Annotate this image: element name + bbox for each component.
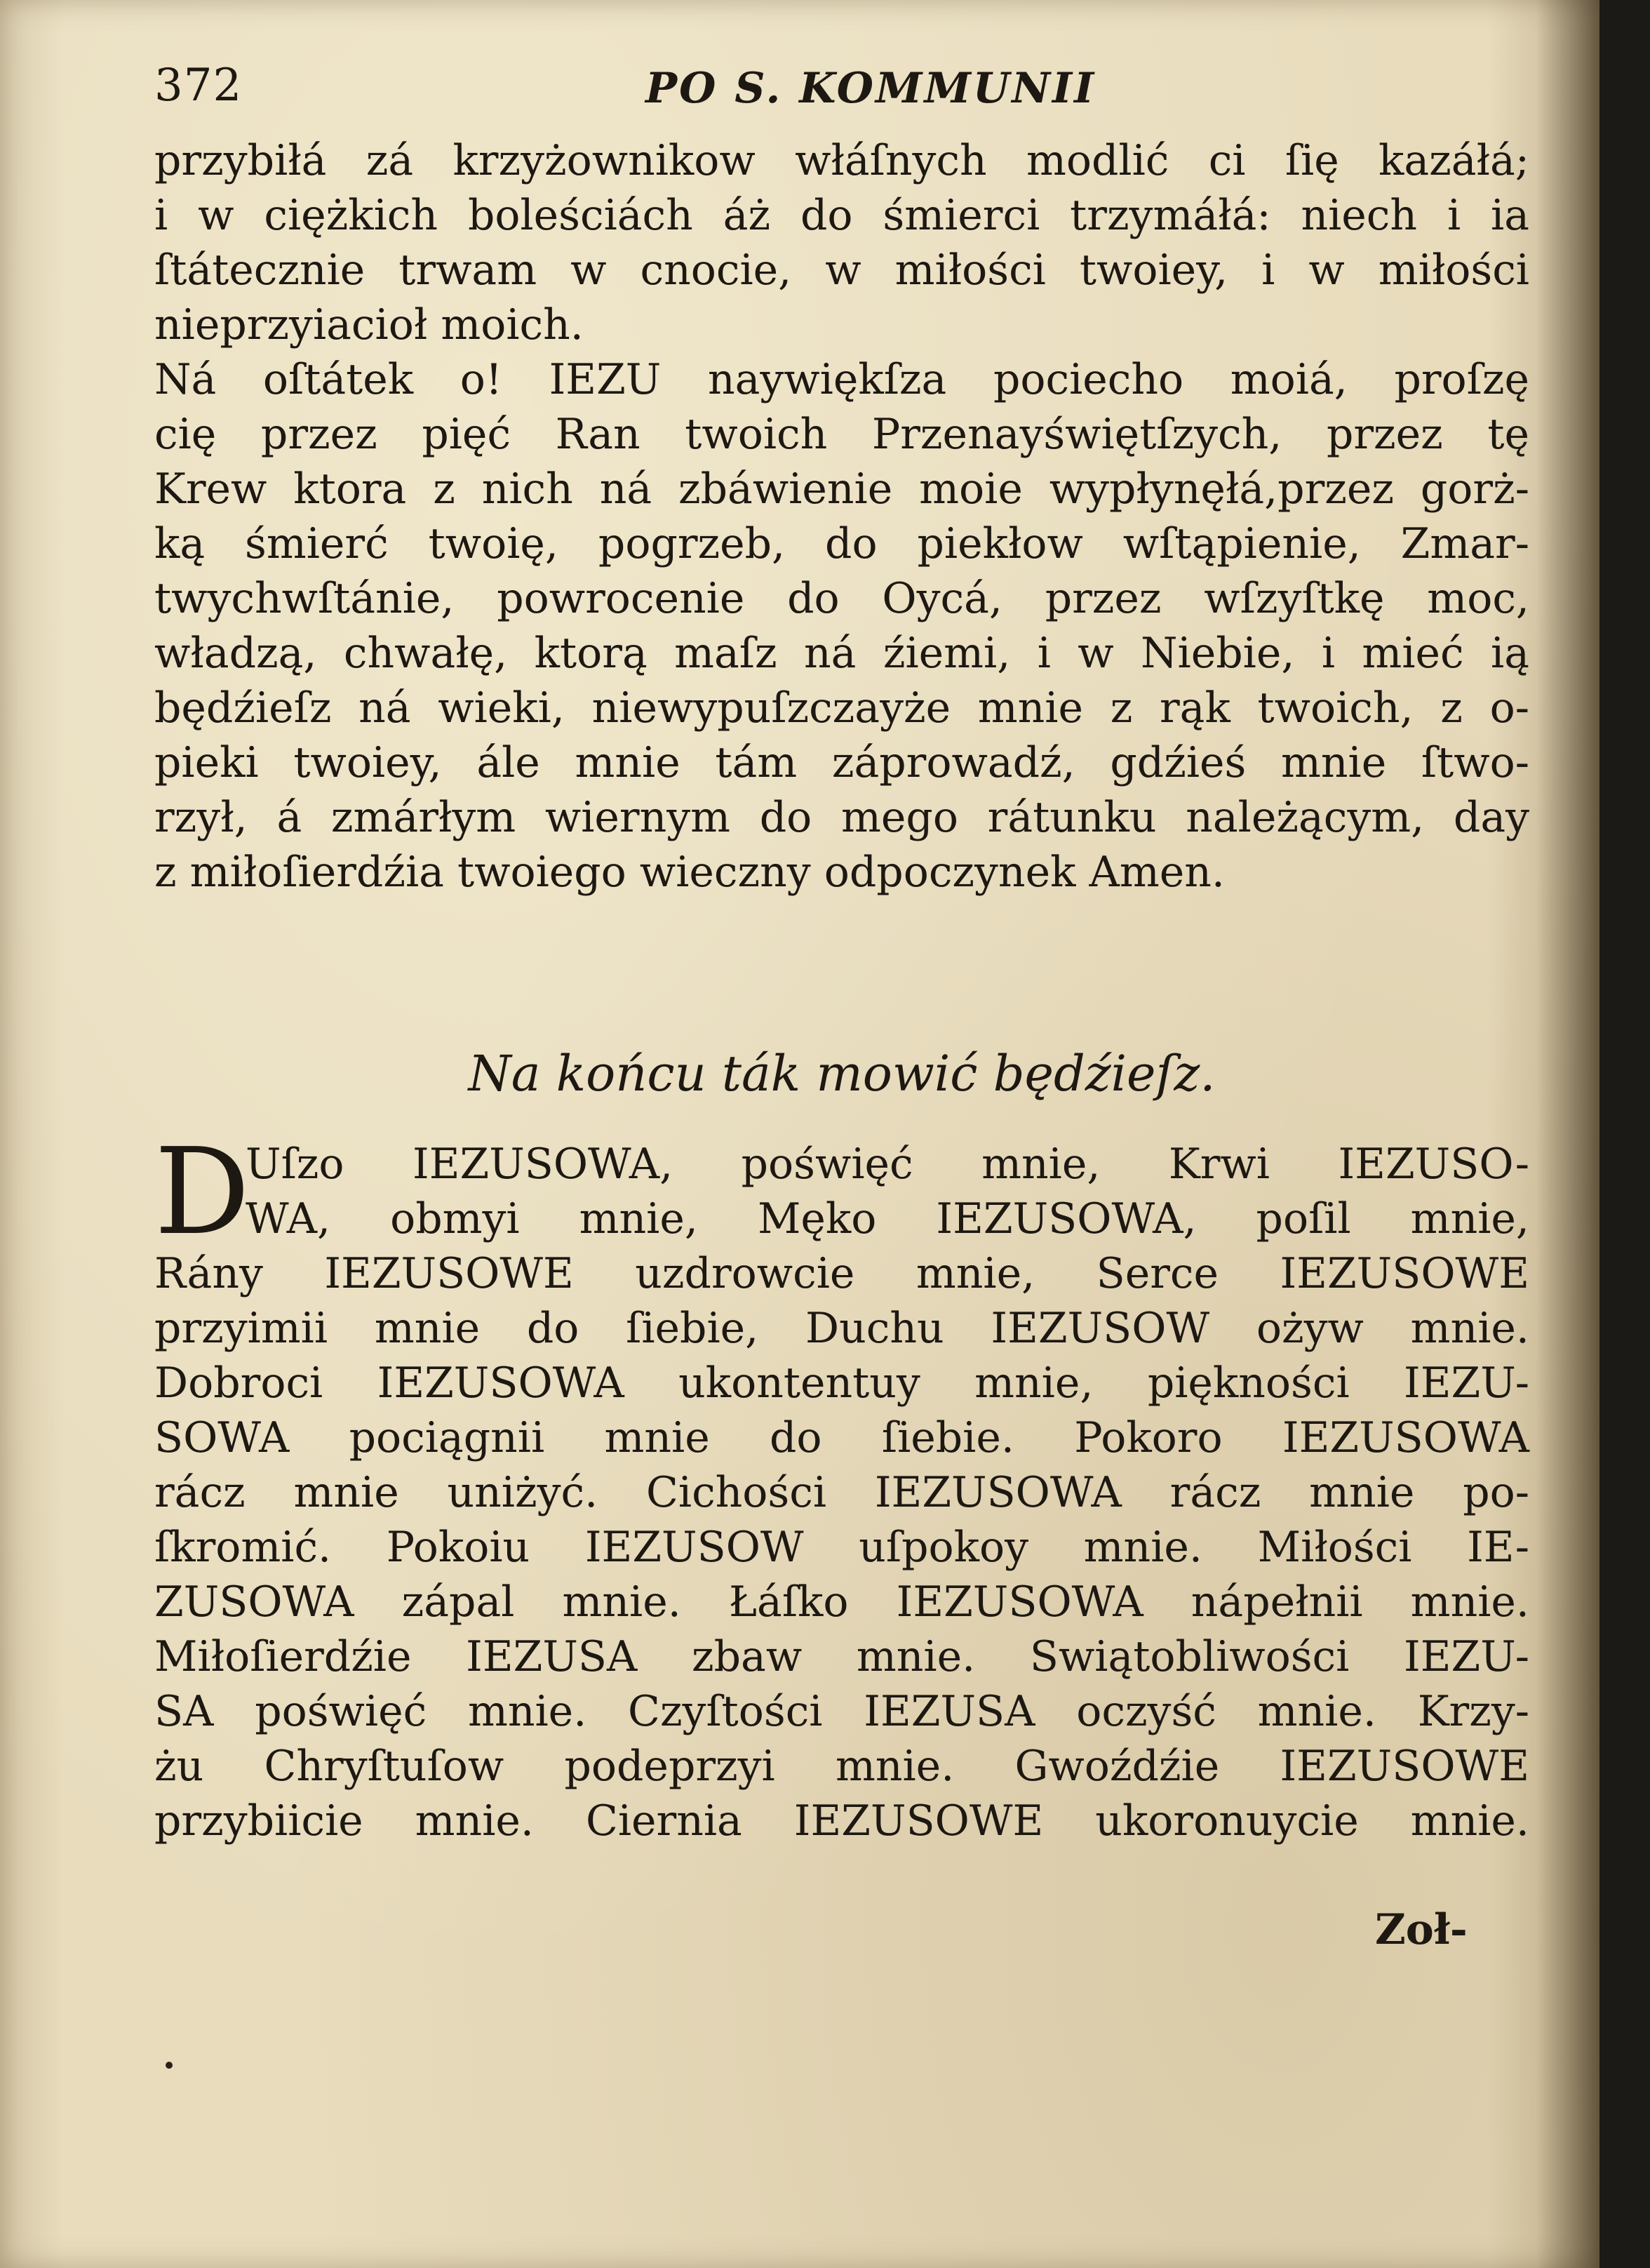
prayer-text [154,1123,1529,1848]
text-line: przyimii mnie do ſiebie, Duchu IEZUSOW ożyw mnie. [154,1304,1529,1353]
running-head: PO S. KOMMUNII [645,64,1096,113]
text-line: przybiicie mnie. Ciernia IEZUSOWE ukoronuycie mnie. [154,1796,1529,1846]
page-number: 372 [154,60,243,112]
text-line: SOWA pociągnii mnie do ſiebie. Pokoro IEZUSOWA [154,1413,1529,1462]
text-line: Krew ktora z nich ná zbáwienie moie wypłynęłá,przez gorż- [154,465,1529,514]
text-line: władzą, chwałę, ktorą maſz ná źiemi, i w Niebie, i mieć ią [154,629,1529,678]
text-line: ſtátecznie trwam w cnocie, w miłości twoiey, i w miłości [154,246,1529,295]
text-line: ZUSOWA zápal mnie. Łáſko IEZUSOWA nápełnii mnie. [154,1577,1529,1627]
drop-capital: D [154,1123,250,1262]
text-line: twychwſtánie, powrocenie do Oycá, przez wſzyſtkę moc, [154,574,1529,623]
text-line: Miłoſierdźie IEZUSA zbaw mnie. Swiątobliwości IEZU- [154,1632,1529,1681]
text-line: żu Chryſtuſow podeprzyi mnie. Gwoźdźie IEZUSOWE [154,1742,1529,1791]
text-line: pieki twoiey, ále mnie tám záprowadź, gdźieś mnie ſtwo- [154,738,1529,787]
text-line: z miłoſierdźia twoiego wieczny odpoczynek Amen. [154,848,1225,897]
text-line: WA, obmyi mnie, Męko IEZUSOWA, poſil mnie, [246,1194,1529,1243]
text-line: cię przez pięć Ran twoich Przenayświętſzych, przez tę [154,410,1529,459]
catchword: Zoł- [1375,1905,1468,1954]
text-line: będźieſz ná wieki, niewypuſzczayże mnie z rąk twoich, z o- [154,683,1529,733]
binding-shadow [1536,0,1599,2268]
body-text [154,133,1529,900]
text-line: i w ciężkich boleściách áż do śmierci trzymáłá: niech i ia [154,191,1529,240]
section-subheading: Na końcu ták mowić będźieſz. [468,1045,1216,1102]
text-line: rácz mnie uniżyć. Cichości IEZUSOWA rácz mnie po- [154,1468,1529,1517]
text-line: ſkromić. Pokoiu IEZUSOW uſpokoy mnie. Miłości IE- [154,1523,1529,1572]
text-line: ką śmierć twoię, pogrzeb, do piekłow wſtąpienie, Zmar- [154,519,1529,568]
text-line: przybiłá zá krzyżownikow włáſnych modlić ci ſię kazáłá; [154,136,1529,185]
text-line: SA poświęć mnie. Czyſtości IEZUSA oczyść mnie. Krzy- [154,1687,1529,1736]
ink-speck [166,2062,173,2069]
text-line: Rány IEZUSOWE uzdrowcie mnie, Serce IEZUSOWE [154,1249,1529,1298]
text-line: Uſzo IEZUSOWA, poświęć mnie, Krwi IEZUSO- [246,1140,1529,1189]
text-line: rzył, á zmárłym wiernym do mego rátunku należącym, day [154,793,1529,842]
text-line: Dobroci IEZUSOWA ukontentuy mnie, piękności IEZU- [154,1359,1529,1408]
text-line: Ná oſtátek o! IEZU naywiękſza pociecho moiá, proſzę [154,355,1529,404]
text-line: nieprzyiacioł moich. [154,300,584,349]
